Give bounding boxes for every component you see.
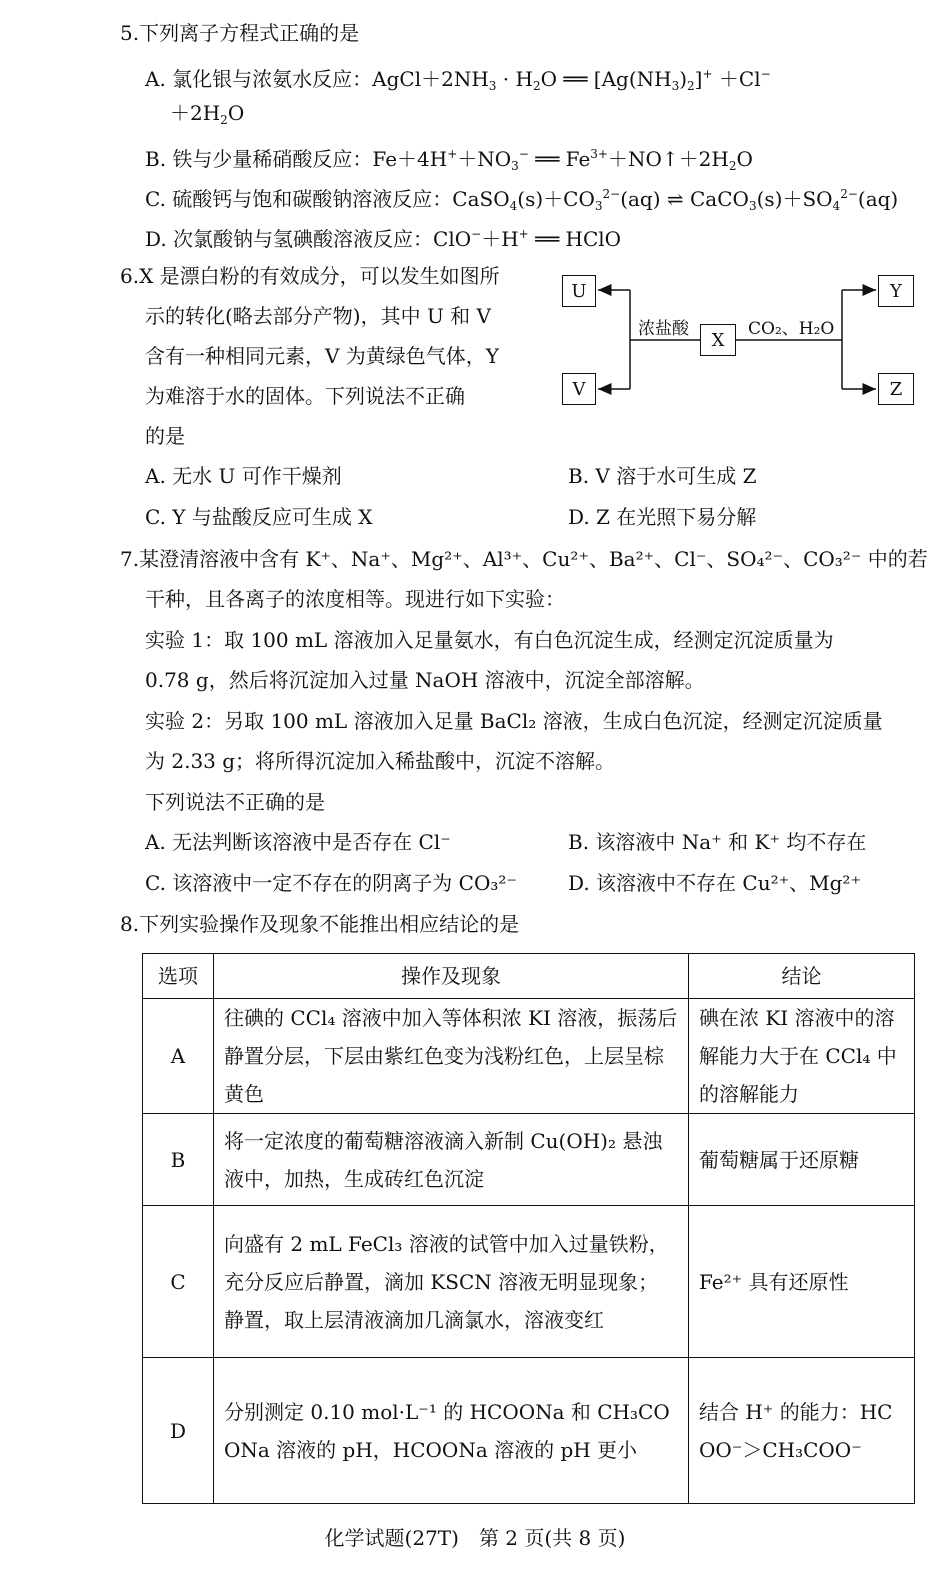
q6-label-conc-hcl: 浓盐酸 [638,314,689,339]
q6-node-v: V [562,373,596,405]
table-header-row [143,954,915,999]
q6-option-c: C. Y 与盐酸反应可生成 X [145,505,373,529]
q7-option-a: A. 无法判断该溶液中是否存在 Cl⁻ [145,830,451,854]
row-conclusion: 葡萄糖属于还原糖 [689,1114,915,1206]
q7-stem-line2: 干种，且各离子的浓度相等。现进行如下实验： [145,587,565,611]
table-row [143,1358,915,1504]
q7-option-b: B. 该溶液中 Na⁺ 和 K⁺ 均不存在 [568,830,867,854]
row-option: C [143,1206,214,1358]
row-option: A [143,999,214,1114]
q6-node-u: U [562,275,596,307]
row-option: B [143,1114,214,1206]
table-row [143,1114,915,1206]
q5-option-b: B. 铁与少量稀硝酸反应：$Fe+4H^++NO_3^-$ ══ $Fe^{3+}+NO↑+2H_2O$ [145,147,753,173]
q6-node-x: X [700,324,736,356]
q7-option-d: D. 该溶液中不存在 Cu²⁺、Mg²⁺ [568,871,862,895]
q6-stem-line4: 为难溶于水的固体。下列说法不正确 [145,384,465,408]
table-row [143,999,915,1114]
q6-node-y: Y [878,275,914,307]
header-option: 选项 [143,954,214,999]
q8-stem: 8.下列实验操作及现象不能推出相应结论的是 [120,912,520,936]
q5-option-c: C. 硫酸钙与饱和碳酸钠溶液反应：$CaSO_4(s)+CO_3^{2-}(aq)$ ⇌ $CaCO_3(s)+SO_4^{2-}(aq)$ [145,187,899,213]
table-row [143,1206,915,1358]
q7-experiment1-line1: 实验 1：取 100 mL 溶液加入足量氨水，有白色沉淀生成，经测定沉淀质量为 [145,628,834,652]
q7-option-c: C. 该溶液中一定不存在的阴离子为 CO₃²⁻ [145,871,517,895]
row-conclusion: Fe²⁺ 具有还原性 [689,1206,915,1358]
row-operation: 向盛有 2 mL FeCl₃ 溶液的试管中加入过量铁粉，充分反应后静置，滴加 KSCN 溶液无明显现象；静置，取上层清液滴加几滴氯水，溶液变红 [214,1206,689,1358]
q6-stem-line3: 含有一种相同元素，V 为黄绿色气体，Y [145,344,500,368]
q7-experiment1-line2: 0.78 g，然后将沉淀加入过量 NaOH 溶液中，沉淀全部溶解。 [145,668,705,692]
q7-experiment2-line1: 实验 2：另取 100 mL 溶液加入足量 BaCl₂ 溶液，生成白色沉淀，经测定沉淀质量 [145,709,883,733]
q6-stem-line5: 的是 [145,424,185,448]
q5-option-d: D. 次氯酸钠与氢碘酸溶液反应：ClO−＋H+ ══ HClO [145,227,622,251]
q6-diagram-arrows [560,270,920,410]
row-option: D [143,1358,214,1504]
row-conclusion: 碘在浓 KI 溶液中的溶解能力大于在 CCl₄ 中的溶解能力 [689,999,915,1114]
q6-node-z: Z [878,373,914,405]
q7-question: 下列说法不正确的是 [145,790,325,814]
q7-stem-line1: 7.某澄清溶液中含有 K⁺、Na⁺、Mg²⁺、Al³⁺、Cu²⁺、Ba²⁺、Cl⁻、SO₄²⁻、CO₃²⁻ 中的若 [120,547,928,571]
q5-stem: 5.下列离子方程式正确的是 [120,21,360,45]
row-operation: 往碘的 CCl₄ 溶液中加入等体积浓 KI 溶液，振荡后静置分层，下层由紫红色变为浅粉红色，上层呈棕黄色 [214,999,689,1114]
q6-option-b: B. V 溶于水可生成 Z [568,464,757,488]
row-operation: 将一定浓度的葡萄糖溶液滴入新制 Cu(OH)₂ 悬浊液中，加热，生成砖红色沉淀 [214,1114,689,1206]
q7-experiment2-line2: 为 2.33 g；将所得沉淀加入稀盐酸中，沉淀不溶解。 [145,749,616,773]
header-conclusion: 结论 [689,954,915,999]
q6-stem-line1: 6.X 是漂白粉的有效成分，可以发生如图所 [120,264,500,288]
q6-label-co2-h2o: CO₂、H₂O [748,314,834,339]
q6-option-d: D. Z 在光照下易分解 [568,505,757,529]
q6-stem-line2: 示的转化(略去部分产物)，其中 U 和 V [145,304,491,328]
q6-option-a: A. 无水 U 可作干燥剂 [145,464,342,488]
page-footer: 化学试题(27T) 第 2 页(共 8 页) [324,1526,626,1550]
q8-table [142,953,915,1504]
q5-option-a-cont: $+2H_2O$ [170,101,245,127]
q5-option-a: A. 氯化银与浓氨水反应：$AgCl+2NH_3 \cdot H_2O$ ══ $[Ag(NH_3)_2]^+ +Cl^-$ [145,67,771,93]
row-operation: 分别测定 0.10 mol·L⁻¹ 的 HCOONa 和 CH₃COONa 溶液的 pH，HCOONa 溶液的 pH 更小 [214,1358,689,1504]
header-operation: 操作及现象 [214,954,689,999]
row-conclusion: 结合 H⁺ 的能力：HCOO⁻＞CH₃COO⁻ [689,1358,915,1504]
